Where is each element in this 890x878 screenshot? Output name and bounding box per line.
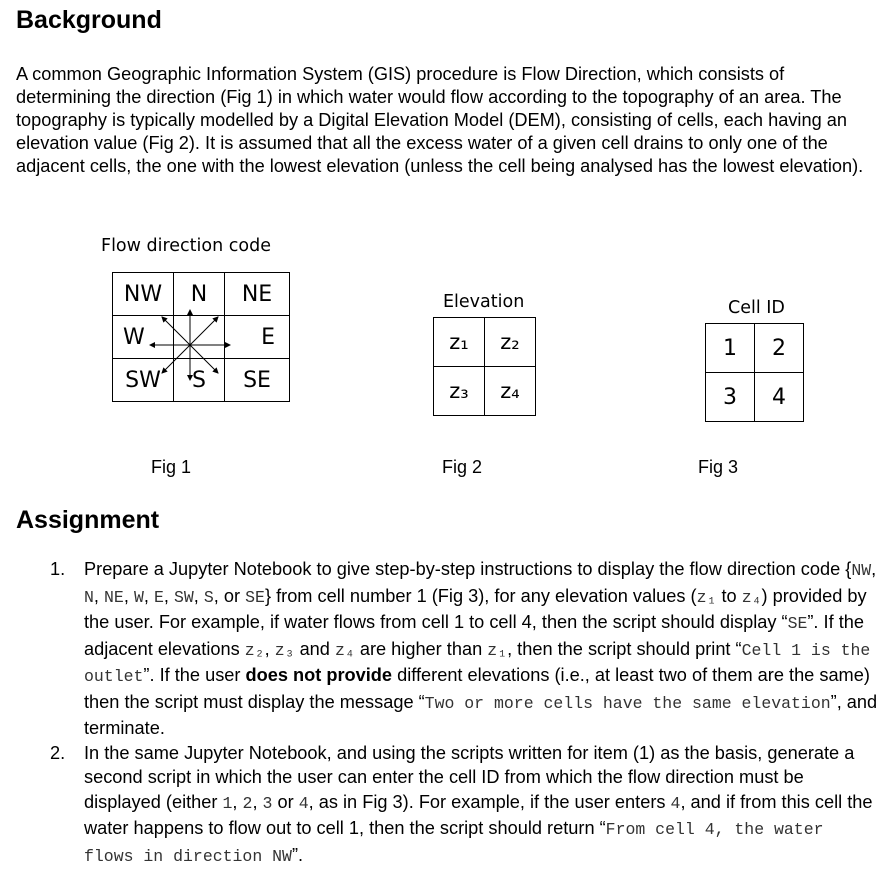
fig2-cell: z₃: [434, 367, 485, 416]
fig1-cell: SE: [225, 359, 290, 402]
background-paragraph: A common Geographic Information System (GIS) procedure is Flow Direction, which consists of determining the direction (Fig 1) in which water would flow according to the topography of an area. The topography is typically modelled by a Digital Elevation Model (DEM), consisting of cells, each having an elevation value (Fig 2). It is assumed that all the excess water of a given cell drains to only one of the adjacent cells, the one with the lowest elevation (unless the cell being analysed has the lowest elevation).: [16, 64, 864, 176]
fig2-cell: z₄: [485, 367, 536, 416]
background-heading: Background: [16, 6, 162, 34]
fig1-caption: Fig 1: [151, 457, 192, 477]
text-span: z₃: [274, 640, 295, 660]
fig1-cell: E: [225, 316, 290, 359]
text-span: ,: [232, 791, 243, 812]
text-span: ) provided by the user. For example, if water flows from cell 1 to cell 4, then the script should display “: [84, 585, 867, 632]
fig3-cell: 1: [706, 324, 755, 373]
text-span: different elevations (i.e., at least two of them are the same) then the script must display the message “: [84, 665, 870, 712]
text-span: or: [223, 585, 246, 606]
text-span: are higher than: [354, 638, 488, 659]
text-span: ,: [252, 791, 263, 812]
text-span: E: [153, 587, 164, 607]
fig2-cell: z₂: [485, 318, 536, 367]
text-span: In the same Jupyter Notebook, and using the scripts written for item (1) as the basis, generate a second script in which the user can enter the cell ID from which the flow direction must be displayed (either: [84, 742, 855, 812]
outlet-message: Cell 1 is the outlet: [84, 640, 871, 686]
fig1-cell: S: [174, 359, 225, 402]
text-span: SE: [787, 614, 808, 633]
text-span: ,: [143, 585, 154, 606]
list-number: 1.: [50, 559, 66, 579]
text-span: SW: [173, 587, 194, 607]
text-span: N: [84, 587, 94, 607]
text-span: ”, and terminate.: [84, 691, 878, 738]
text-span: z₄: [334, 640, 355, 660]
text-span: to: [716, 585, 742, 606]
fig1-cell: N: [174, 273, 225, 316]
text-span: NW: [851, 561, 872, 580]
text-span: ,: [163, 585, 174, 606]
task-item-2: [46, 741, 882, 870]
bold-emphasis: does not provide: [245, 665, 393, 685]
text-span: , as in Fig 3). For example, if the user enters: [308, 791, 671, 812]
return-message: From cell 4, the water flows in direction NW: [84, 820, 824, 866]
text-span: or: [272, 791, 299, 812]
fig1-cell: W: [113, 316, 174, 359]
fig3-cell: 4: [755, 373, 804, 422]
fig1-cell: NW: [113, 273, 174, 316]
text-span: ,: [93, 585, 105, 606]
fig1-cell: SW: [113, 359, 174, 402]
text-span: } from cell number 1 (Fig 3), for any elevation values (: [264, 585, 697, 606]
text-span: ”.: [291, 844, 304, 865]
text-span: z₄: [741, 587, 762, 607]
fig3-cell: 3: [706, 373, 755, 422]
text-span: and: [294, 638, 335, 659]
text-span: NE: [104, 587, 124, 607]
fig3-caption: Fig 3: [698, 457, 739, 477]
text-span: ”. If the user: [143, 665, 246, 685]
text-span: 1: [222, 793, 233, 813]
text-span: , and if from this cell the water happens to flow out to cell 1, then the script should return “: [84, 791, 873, 838]
cell-id-grid: [705, 323, 804, 422]
text-span: Prepare a Jupyter Notebook to give step-by-step instructions to display the flow direction code {: [84, 559, 852, 579]
fig2-caption: Fig 2: [442, 457, 483, 477]
text-span: z₁: [696, 587, 717, 607]
text-span: 3: [262, 793, 273, 813]
text-span: ,: [871, 559, 877, 579]
text-span: , then the script should print “: [507, 638, 742, 659]
flow-arrows-icon: [112, 272, 268, 422]
fig2-heading: Elevation: [443, 292, 525, 312]
fig1-heading: Flow direction code: [101, 236, 271, 256]
text-span: z₂: [244, 640, 265, 660]
text-span: SE: [245, 587, 265, 607]
fig3-cell: 2: [755, 324, 804, 373]
text-span: ”. If the adjacent elevations: [84, 612, 864, 659]
text-span: ,: [264, 638, 275, 659]
same-elevation-message: Two or more cells have the same elevation: [424, 693, 831, 713]
text-span: ,: [213, 585, 224, 606]
text-span: z₁: [487, 640, 508, 660]
fig1-cell: NE: [225, 273, 290, 316]
fig3-heading: Cell ID: [728, 298, 785, 318]
task-item-1: [46, 557, 882, 741]
assignment-heading: Assignment: [16, 506, 160, 534]
fig2-cell: z₁: [434, 318, 485, 367]
text-span: 2: [242, 793, 253, 813]
text-span: ,: [123, 585, 134, 606]
task-list: [46, 557, 882, 869]
text-span: W: [133, 587, 144, 607]
list-number: 2.: [50, 742, 66, 763]
text-span: ,: [193, 585, 204, 606]
text-span: S: [203, 587, 214, 607]
elevation-grid: [433, 317, 536, 416]
text-span: 4: [670, 793, 681, 813]
text-span: 4: [298, 793, 309, 813]
